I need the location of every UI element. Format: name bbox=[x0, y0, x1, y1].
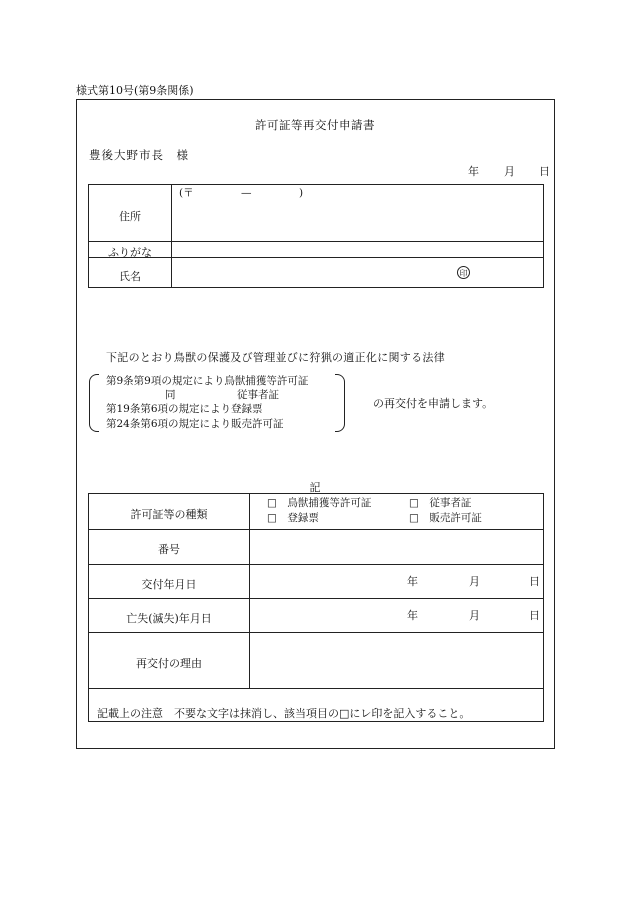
divider bbox=[89, 688, 543, 689]
reason-field[interactable] bbox=[254, 636, 540, 684]
checkbox-registration[interactable]: □ 登録票 bbox=[267, 512, 319, 524]
divider bbox=[249, 494, 250, 688]
details-table bbox=[88, 493, 544, 722]
checkbox-sales-permit[interactable]: □ 販売許可証 bbox=[409, 512, 482, 524]
loss-date-label: 亡失(滅失)年月日 bbox=[126, 612, 212, 625]
applicant-table bbox=[88, 184, 544, 288]
entry-note: 記載上の注意 不要な文字は抹消し、該当項目の□にレ印を記入すること。 bbox=[97, 707, 471, 720]
form-reference: 様式第10号(第9条関係) bbox=[76, 84, 194, 97]
option-hunting-permit: 第9条第9項の規定により鳥獣捕獲等許可証 bbox=[106, 375, 309, 387]
option-ditto: 同 bbox=[165, 389, 176, 401]
statement-intro: 下記のとおり鳥獣の保護及び管理並びに狩猟の適正化に関する法律 bbox=[106, 351, 445, 364]
date-month-label: 月 bbox=[504, 165, 515, 178]
postal-close: ) bbox=[299, 187, 304, 199]
name-field[interactable] bbox=[179, 261, 449, 285]
address-label: 住所 bbox=[119, 210, 141, 223]
checkbox-hunting-permit[interactable]: □ 鳥獣捕獲等許可証 bbox=[267, 497, 372, 509]
number-label: 番号 bbox=[158, 543, 180, 556]
divider bbox=[89, 241, 543, 242]
address-field[interactable] bbox=[179, 201, 539, 237]
addressee: 豊後大野市長 様 bbox=[89, 148, 189, 162]
page-title: 許可証等再交付申請書 bbox=[255, 118, 375, 132]
reason-label: 再交付の理由 bbox=[136, 657, 202, 670]
divider bbox=[89, 598, 543, 599]
loss-month-label: 月 bbox=[469, 609, 480, 622]
divider bbox=[89, 632, 543, 633]
issue-date-label: 交付年月日 bbox=[141, 578, 197, 591]
ki-heading: 記 bbox=[309, 481, 321, 494]
loss-year-label: 年 bbox=[407, 609, 418, 622]
seal-mark: 印 bbox=[457, 266, 470, 279]
divider bbox=[89, 564, 543, 565]
divider bbox=[89, 529, 543, 530]
date-year-label: 年 bbox=[468, 165, 479, 178]
number-field[interactable] bbox=[254, 534, 540, 560]
option-sales-permit: 第24条第6項の規定により販売許可証 bbox=[106, 418, 284, 430]
loss-day-label: 日 bbox=[529, 609, 540, 622]
date-day-label: 日 bbox=[539, 165, 550, 178]
right-brace bbox=[335, 374, 345, 432]
issue-month-label: 月 bbox=[469, 575, 480, 588]
issue-day-label: 日 bbox=[529, 575, 540, 588]
issue-year-label: 年 bbox=[407, 575, 418, 588]
furigana-field[interactable] bbox=[179, 243, 539, 255]
postal-open: (〒 bbox=[179, 187, 194, 199]
type-label: 許可証等の種類 bbox=[130, 508, 208, 521]
divider bbox=[171, 185, 172, 287]
statement-suffix: の再交付を申請します。 bbox=[373, 397, 494, 410]
option-registration: 第19条第6項の規定により登録票 bbox=[106, 403, 263, 415]
left-brace bbox=[89, 374, 99, 432]
name-label: 氏名 bbox=[119, 270, 141, 283]
option-worker-cert: 従事者証 bbox=[237, 389, 279, 401]
postal-dash: — bbox=[241, 187, 252, 199]
furigana-label: ふりがな bbox=[108, 246, 152, 259]
checkbox-worker-cert[interactable]: □ 従事者証 bbox=[409, 497, 472, 509]
